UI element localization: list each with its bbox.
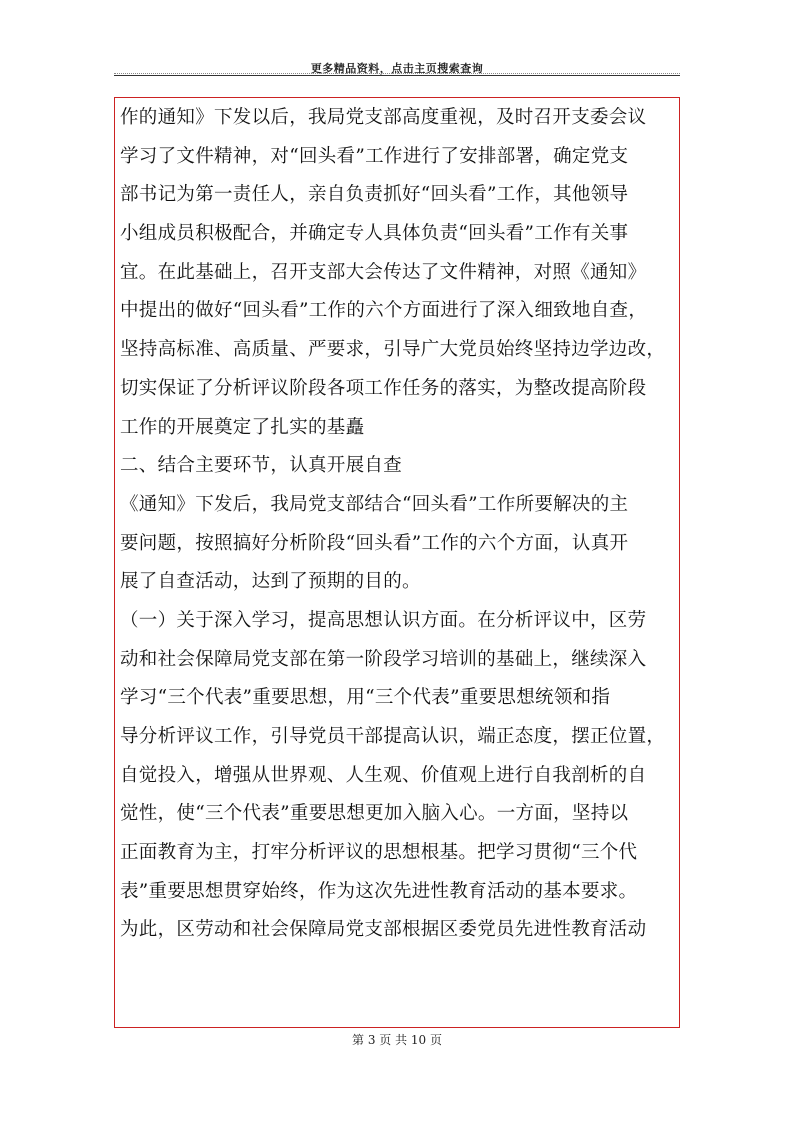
body-line: 动和社会保障局党支部在第一阶段学习培训的基础上，继续深入 bbox=[120, 648, 647, 670]
body-line: （一）关于深入学习，提高思想认识方面。在分析评议中，区劳 bbox=[120, 609, 647, 631]
body-line: 为此，区劳动和社会保障局党支部根据区委党员先进性教育活动 bbox=[120, 919, 647, 941]
body-line: 宜。在此基础上，召开支部大会传达了文件精神，对照《通知》 bbox=[120, 261, 647, 283]
body-line: 学习“三个代表”重要思想，用“三个代表”重要思想统领和指 bbox=[120, 687, 611, 709]
body-line: 《通知》下发后，我局党支部结合“回头看”工作所要解决的主 bbox=[120, 493, 629, 515]
body-line: 表”重要思想贯穿始终，作为这次先进性教育活动的基本要求。 bbox=[120, 880, 638, 902]
body-text bbox=[120, 99, 682, 950]
body-line: 学习了文件精神，对“回头看”工作进行了安排部署，确定党支 bbox=[120, 145, 629, 167]
body-line: 作的通知》下发以后，我局党支部高度重视，及时召开支委会议 bbox=[120, 107, 647, 128]
body-line: 觉性，使“三个代表”重要思想更加入脑入心。一方面，坚持以 bbox=[120, 803, 629, 825]
body-line: 导分析评议工作，引导党员干部提高认识，端正态度，摆正位置， bbox=[120, 726, 666, 747]
page-header: 更多精品资料，点击主页搜索查询 bbox=[310, 62, 484, 75]
body-line: 中提出的做好“回头看”工作的六个方面进行了深入细致地自查， bbox=[120, 300, 648, 322]
body-line: 自觉投入，增强从世界观、人生观、价值观上进行自我剖析的自 bbox=[120, 764, 647, 786]
body-line: 展了自查活动，达到了预期的目的。 bbox=[120, 571, 421, 593]
header-dotted-rule bbox=[114, 73, 680, 74]
section-heading: 二、结合主要环节，认真开展自查 bbox=[120, 455, 403, 477]
page-number-footer: 第 3 页 共 10 页 bbox=[352, 1033, 442, 1047]
body-line: 工作的开展奠定了扎实的基矗 bbox=[120, 416, 365, 438]
body-line: 坚持高标准、高质量、严要求，引导广大党员始终坚持边学边改， bbox=[120, 339, 666, 361]
header-rule bbox=[114, 75, 680, 76]
body-line: 部书记为第一责任人，亲自负责抓好“回头看”工作，其他领导 bbox=[120, 184, 629, 206]
body-line: 要问题，按照搞好分析阶段“回头看”工作的六个方面，认真开 bbox=[120, 532, 629, 554]
body-line: 切实保证了分析评议阶段各项工作任务的落实，为整改提高阶段 bbox=[120, 377, 647, 399]
body-line: 小组成员积极配合，并确定专人具体负责“回头看”工作有关事 bbox=[120, 223, 629, 245]
body-line: 正面教育为主，打牢分析评议的思想根基。把学习贯彻“三个代 bbox=[120, 842, 638, 864]
